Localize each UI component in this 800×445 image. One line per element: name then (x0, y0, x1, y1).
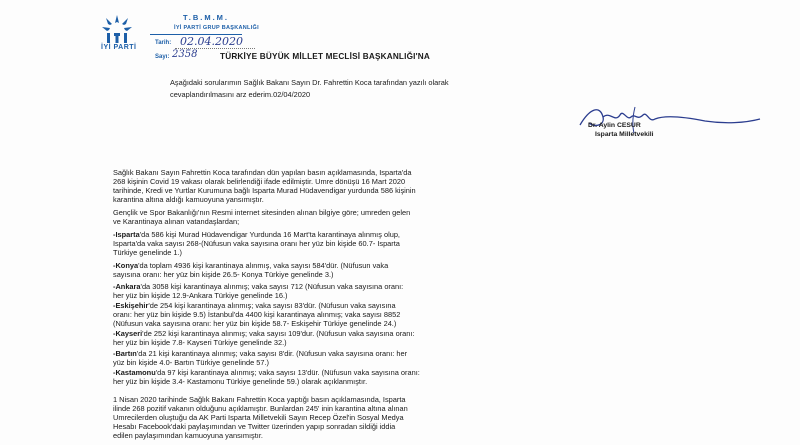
item-isparta-line-3: Türkiye genelinde 1.) (113, 248, 183, 257)
item-kastamonu-line-1: -Kastamonu'da 97 kişi karantinaya alınmış; vaka sayısı 13'dür. (Nüfusun vaka sayısına oranı: (113, 368, 420, 377)
item-isparta-line-1: -Isparta'da 586 kişi Murad Hüdavendigar Yurdunda 16 Mart'ta karantinaya alınmış olup, (113, 230, 400, 239)
item-kayseri-line-1: -Kayseri'de 252 kişi karantinaya alınmış; vaka sayısı 109'dur. (Nüfusun vaka sayısına oranı: (113, 329, 415, 338)
para3-line-3: Umrecilerden oluştuğu da AK Parti Isparta Milletvekili Sayın Recep Özel'in Sosyal Medya (113, 413, 404, 422)
addressee: TÜRKİYE BÜYÜK MİLLET MECLİSİ BAŞKANLIĞI'NA (220, 52, 431, 61)
tbmm-heading: T.B.M.M. (183, 13, 229, 22)
item-bartin-line-1: -Bartın'da 21 kişi karantinaya alınmış; vaka sayısı 8'dir. (Nüfusun vaka sayısına oranı: her (113, 349, 408, 358)
para1-line-3: tarihinde, Kredi ve Yurtlar Kurumuna bağlı Isparta Murad Hüdavendigar yurdunda 586 kişinin (113, 186, 416, 195)
number-value: 2358 (172, 49, 198, 60)
para2-line-2: ve Karantinaya alınan vatandaşlardan; (113, 217, 240, 226)
date-label: Tarih: (155, 40, 172, 46)
para2-line-1: Gençlik ve Spor Bakanlığı'nın Resmi internet sitesinden alınan bilgiye göre; umreden gelen (113, 208, 411, 217)
para3-line-5: edilen paylaşımından kamuoyuna yansımıştır. (113, 431, 263, 440)
item-kayseri-line-2: her yüz bin kişide 7.8- Kayseri Türkiye genelinde 32.) (113, 338, 287, 347)
item-kastamonu-name: -Kastamonu (113, 368, 156, 377)
intro-line-2: cevaplandırılmasını arz ederim.02/04/2020 (170, 90, 311, 99)
date-value: 02.04.2020 (180, 35, 243, 48)
item-eskisehir-name: -Eskişehir (113, 301, 149, 310)
item-isparta-line-2: Isparta'da vaka sayısı 268-(Nüfusun vaka sayısına oranı her yüz bin kişide 60.7- Isparta (113, 239, 400, 248)
item-kastamonu-line-2: her yüz bin kişide 3.4- Kastamonu Türkiye genelinde 59.) olarak açıklanmıştır. (113, 377, 368, 386)
item-eskisehir-line-3: (Nüfusun vaka sayısına oranı: her yüz bin kişide 58.7- Eskişehir Türkiye genelinde 24.) (113, 319, 397, 328)
group-heading: İYİ PARTİ GRUP BAŞKANLIĞI (174, 25, 259, 31)
item-eskisehir-line-1: -Eskişehir'de 254 kişi karantinaya alınmış; vaka sayısı 83'dür. (Nüfusun vaka sayısına (113, 301, 396, 310)
signatory-name: Dr. Aylin CESUR (588, 122, 641, 129)
para1-line-2: 268 kişinin Covid 19 vakası olarak belirlendiği ifade edilmiştir. Umre dönüşü 16 Mart 2020 (113, 177, 406, 186)
item-kayseri-name: -Kayseri (113, 329, 143, 338)
party-logo-text: İYİ PARTİ (101, 44, 137, 51)
para1-line-1: Sağlık Bakanı Sayın Fahrettin Koca tarafından dün yapılan basın açıklamasında, Isparta'da (113, 168, 412, 177)
item-konya-line-1: -Konya'da toplam 4936 kişi karantinaya alınmış, vaka sayısı 584'dür. (Nüfusun vaka (113, 261, 389, 270)
item-bartin-line-2: yüz bin kişide 4.0- Bartın Türkiye genelinde 57.) (113, 358, 269, 367)
item-ankara-line-2: her yüz bin kişide 12.9-Ankara Türkiye genelinde 16.) (113, 291, 288, 300)
para3-line-2: ilinde 268 pozitif vakanın olduğunu açıklamıştır. Bunlardan 245' inin karantina altına alınan (113, 404, 408, 413)
item-eskisehir-line-2: oranı: her yüz bin kişide 9.5) İstanbul'da 4400 kişi karantinaya alınmış; vaka sayısı 8852 (113, 310, 401, 319)
intro-line-1: Aşağıdaki sorularımın Sağlık Bakanı Sayın Dr. Fahrettin Koca tarafından yazılı olarak (170, 78, 449, 87)
para3-line-4: Hesabı Facebook'daki paylaşımından ve Twitter üzerinden yapıp sonradan sildiği iddia (113, 422, 396, 431)
item-konya-name: -Konya (113, 261, 139, 270)
signatory-role: Isparta Milletvekili (595, 131, 654, 138)
party-logo (100, 14, 137, 60)
para1-line-4: karantina altına aldığı kamuoyuna yansımıştır. (113, 195, 264, 204)
para3-line-1: 1 Nisan 2020 tarihinde Sağlık Bakanı Fahrettin Koca yaptığı basın açıklamasında, Isparta (113, 395, 406, 404)
item-ankara-name: -Ankara (113, 282, 141, 291)
item-ankara-line-1: -Ankara'da 3058 kişi karantinaya alınmış; vaka sayısı 712 (Nüfusun vaka sayısına oranı: (113, 282, 404, 291)
item-bartin-name: -Bartın (113, 349, 137, 358)
number-label: Sayı: (155, 54, 170, 60)
item-konya-line-2: sayısına oranı: her yüz bin kişide 26.5- Konya Türkiye genelinde 3.) (113, 270, 334, 279)
item-isparta-name: -Isparta (113, 230, 140, 239)
